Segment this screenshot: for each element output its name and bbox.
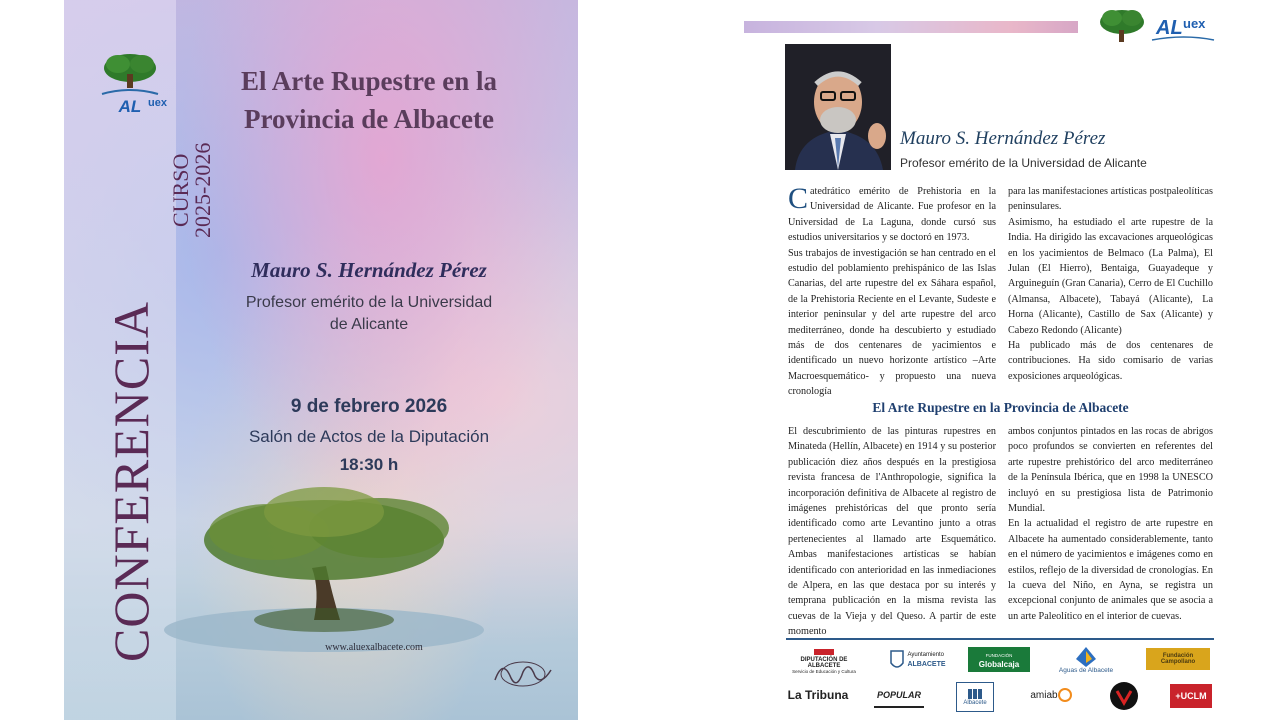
- library-icon: [967, 688, 983, 700]
- svg-text:uex: uex: [1183, 16, 1206, 31]
- svg-text:uex: uex: [148, 97, 167, 109]
- conference-vertical-title: CONFERENCIA: [103, 300, 159, 662]
- svg-text:AL: AL: [1156, 17, 1183, 39]
- website-url[interactable]: www.aluexalbacete.com: [325, 642, 423, 653]
- course-label: CURSO 2025-2026: [168, 142, 215, 238]
- conference-poster: [64, 0, 578, 720]
- water-drop-logo-icon: [1074, 647, 1098, 667]
- round-emblem-icon: [1109, 681, 1139, 711]
- sponsor-round-emblem: [1108, 680, 1140, 712]
- amiab-swirl-icon: [1058, 688, 1072, 702]
- author-name: Mauro S. Hernández Pérez: [900, 128, 1106, 149]
- sponsor-biblioteca-albacete: Albacete: [956, 682, 994, 712]
- poster-venue: Salón de Actos de la Diputación: [248, 427, 490, 446]
- sponsor-aguas-albacete: Aguas de Albacete: [1054, 643, 1118, 677]
- city-shield-icon: [890, 649, 904, 671]
- sponsors-divider: [786, 638, 1214, 640]
- bio-column-1: Catedrático emérito de Prehistoria en la Universidad de Alicante. Fue profesor en la Universidad de La Laguna, donde cursó sus estudios universitarios y se doctoró en 1973. Sus trabajos de investigación se han centrado en el estudio del poblamiento prehispánico de las Islas Canarias, del arte rupestre del ex Sáhara español, de la Prehistoria Reciente en el Levante, Sudeste e interior peninsular y del arte rupestre del arco mediterráneo, donde ha descubierto y estudiado más de dos centenares de yacimientos e identificado un nuevo horizonte artístico –Arte Macroesquemático- y propuesto una nueva cronología: [788, 182, 996, 398]
- sponsor-popular: POPULAR: [874, 684, 924, 708]
- summary-column-1: El descubrimiento de las pinturas rupestres en Minateda (Hellín, Albacete) en 1914 y su posterior publicación diez años después en la prestigiosa revista francesa de l'Anthropologie, significa la incorporación definitiva de Albacete al registro de imágenes prehistóricas del que pronto sería identificado como arte Levantino junto a otras pertenecientes al llamado arte Esquemático. Ambas manifestaciones artísticas se habían identificado con anterioridad en las inmediaciones de Alpera, en las que destaca por su interés y temprana publicación en la misma revista las cuevas de la Vieja y del Queso. A partir de este momento: [788, 426, 996, 638]
- poster-time: 18:30 h: [339, 455, 399, 474]
- header-color-bar: [744, 21, 1078, 33]
- sponsor-la-tribuna: La Tribuna: [787, 688, 849, 702]
- poster-author: Mauro S. Hernández Pérez: [251, 258, 487, 282]
- svg-text:AL: AL: [118, 97, 142, 116]
- dropcap-letter: C: [788, 182, 809, 215]
- poster-title: El Arte Rupestre en la Provincia de Albacete: [241, 66, 497, 134]
- aluex-header-logo-icon: [1096, 4, 1218, 48]
- sponsor-diputacion-albacete: DIPUTACIÓN DE ALBACETE Servicio de Educación y Cultura: [786, 648, 862, 674]
- sponsor-fundacion-globalcaja: FUNDACIÓN Globalcaja: [968, 647, 1030, 672]
- lecture-document-page: [742, 0, 1224, 720]
- bio-column-2: para las manifestaciones artísticas postpaleolíticas peninsulares. Asimismo, ha estudiado el arte rupestre de la India. Ha dirigido las excavaciones arqueológicas en los yacimientos de Belmaco (La Palma), El Julan (El Hierro), Bentaiga, Guayadeque y Arguineguín (Gran Canaria), Cerro de El Cuchillo (Almansa, Albacete), Tabayá (Alicante), La Horna (Alicante), Castillo de Sax (Alicante) y Cabezo Redondo (Alicante) Ha publicado más de dos centenares de contribuciones. Ha sido comisario de varias exposiciones arqueológicas.: [1008, 186, 1213, 382]
- artist-signature-icon: [489, 650, 559, 695]
- poster-date: 9 de febrero 2026: [290, 396, 448, 417]
- author-role: Profesor emérito de la Universidad de Alicante: [900, 156, 1147, 170]
- section-heading: El Arte Rupestre en la Provincia de Albacete: [872, 400, 1129, 415]
- sponsor-uclm: +UCLM: [1170, 684, 1212, 708]
- watercolor-tree-image: [174, 470, 484, 650]
- summary-column-2: ambos conjuntos pintados en las rocas de abrigos poco profundos se convierten en referentes del arte rupestre prehistórico del arco mediterráneo de la Península Ibérica, que en 1998 la UNESCO incluyó en su prestigiosa lista de Patrimonio Mundial. En la actualidad el registro de arte rupestre en Albacete ha aumentado considerablemente, tanto en el número de yacimientos e imágenes como en estilos, reflejo de la diversidad de cronologías. En la cueva del Niño, en Ayna, se registra un excepcional conjunto de animales que se asocia a un arte Paleolítico en el interior de cuevas.: [1008, 426, 1213, 622]
- sponsor-fundacion-campollano: Fundación Campollano: [1146, 648, 1210, 670]
- aluex-logo-icon: [98, 50, 167, 120]
- poster-author-role: Profesor emérito de la Universidad de Alicante: [245, 294, 493, 333]
- sponsor-amiab: amiab: [1022, 684, 1080, 706]
- sponsor-ayuntamiento-albacete: Ayuntamiento ALBACETE: [882, 646, 954, 674]
- author-portrait-photo: [785, 44, 891, 170]
